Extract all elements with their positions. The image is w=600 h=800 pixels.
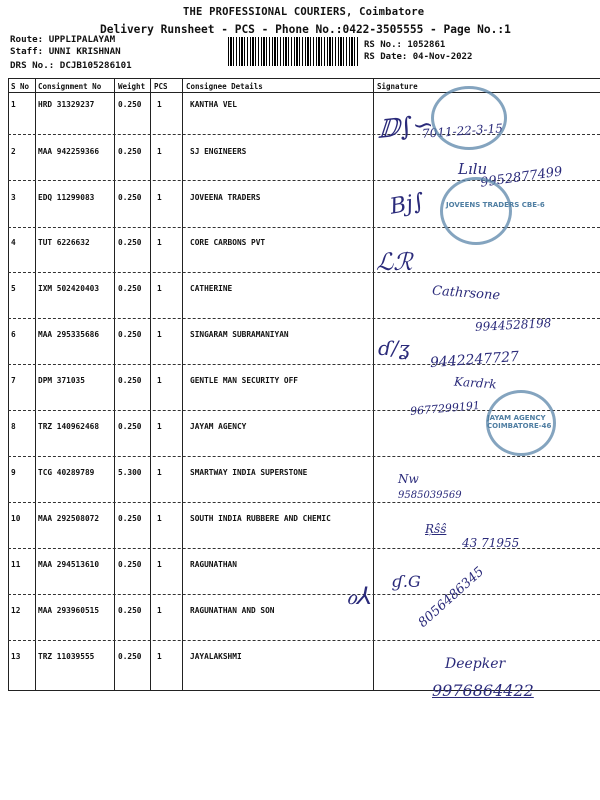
cell-weight: 0.250 bbox=[118, 100, 142, 109]
cell-consignee: KANTHA VEL bbox=[190, 100, 237, 109]
cell-pcs: 1 bbox=[157, 376, 162, 385]
col-divider bbox=[182, 78, 183, 690]
company-title: THE PROFESSIONAL COURIERS, Coimbatore bbox=[183, 6, 425, 18]
cell-pcs: 1 bbox=[157, 560, 162, 569]
col-divider bbox=[373, 78, 374, 690]
cell-sno: 12 bbox=[11, 606, 21, 615]
cell-pcs: 1 bbox=[157, 193, 162, 202]
cell-consignment: DPM 371035 bbox=[38, 376, 85, 385]
runsheet-header bbox=[0, 0, 600, 82]
cell-weight: 5.300 bbox=[118, 468, 142, 477]
cell-weight: 0.250 bbox=[118, 606, 142, 615]
cell-weight: 0.250 bbox=[118, 376, 142, 385]
cell-consignee: JAYALAKSHMI bbox=[190, 652, 242, 661]
col-divider bbox=[35, 78, 36, 690]
cell-consignee: SMARTWAY INDIA SUPERSTONE bbox=[190, 468, 308, 477]
signature-scribble: ɗ/ʓ bbox=[378, 336, 410, 360]
column-header-pcs: PCS bbox=[154, 82, 168, 91]
barcode bbox=[228, 37, 359, 66]
col-divider bbox=[8, 78, 9, 690]
table-top-border bbox=[8, 78, 600, 79]
cell-consignment: IXM 502420403 bbox=[38, 284, 100, 293]
handwritten-note: Deepker bbox=[445, 656, 506, 672]
cell-consignment: MAA 294513610 bbox=[38, 560, 100, 569]
handwritten-note: Cathrsone bbox=[431, 283, 501, 304]
handwritten-note: 9442247727 bbox=[429, 348, 520, 372]
cell-consignee: GENTLE MAN SECURITY OFF bbox=[190, 376, 298, 385]
cell-sno: 3 bbox=[11, 193, 16, 202]
handwritten-note: 43 71955 bbox=[462, 536, 520, 550]
cell-weight: 0.250 bbox=[118, 238, 142, 247]
drs-number: DRS No.: DCJB105286101 bbox=[10, 60, 132, 71]
cell-pcs: 1 bbox=[157, 606, 162, 615]
runsheet-subtitle: Delivery Runsheet - PCS - Phone No.:0422-3505555 - Page No.:1 bbox=[100, 23, 511, 36]
column-header-consignment: Consignment No bbox=[38, 82, 102, 91]
cell-pcs: 1 bbox=[157, 652, 162, 661]
signature-scribble: Ŗŝŝ bbox=[425, 522, 447, 536]
cell-consignee: RAGUNATHAN bbox=[190, 560, 237, 569]
cell-sno: 5 bbox=[11, 284, 16, 293]
cell-weight: 0.250 bbox=[118, 652, 142, 661]
cell-consignment: MAA 293960515 bbox=[38, 606, 100, 615]
column-header-sno: S No bbox=[11, 82, 30, 91]
cell-weight: 0.250 bbox=[118, 560, 142, 569]
handwritten-note: 9677299191 bbox=[409, 398, 481, 419]
cell-sno: 13 bbox=[11, 652, 21, 661]
cell-consignment: MAA 292508072 bbox=[38, 514, 100, 523]
cell-sno: 2 bbox=[11, 147, 16, 156]
cell-sno: 7 bbox=[11, 376, 16, 385]
col-divider bbox=[150, 78, 151, 690]
row-divider bbox=[8, 502, 600, 503]
handwritten-note: Kardrk bbox=[453, 374, 497, 392]
cell-consignee: SOUTH INDIA RUBBERE AND CHEMIC bbox=[190, 514, 331, 523]
stamp-joveena bbox=[440, 177, 512, 245]
row-divider bbox=[8, 594, 600, 595]
handwritten-note: 9952877499 bbox=[479, 164, 564, 191]
cell-consignee: JOVEENA TRADERS bbox=[190, 193, 261, 202]
cell-weight: 0.250 bbox=[118, 284, 142, 293]
cell-weight: 0.250 bbox=[118, 193, 142, 202]
stamp-text-jayam: JAYAM AGENCY COIMBATORE-46 bbox=[487, 414, 552, 430]
handwritten-note: 9944528198 bbox=[474, 316, 552, 334]
cell-consignment: MAA 942259366 bbox=[38, 147, 100, 156]
header-bottom-border bbox=[8, 92, 600, 93]
column-header-signature: Signature bbox=[377, 82, 418, 91]
row-divider bbox=[8, 640, 600, 641]
cell-sno: 1 bbox=[11, 100, 16, 109]
cell-pcs: 1 bbox=[157, 147, 162, 156]
cell-sno: 8 bbox=[11, 422, 16, 431]
signature-scribble: ℴ⅄ bbox=[346, 582, 372, 610]
cell-consignment: TRZ 11039555 bbox=[38, 652, 95, 661]
cell-sno: 11 bbox=[11, 560, 21, 569]
cell-pcs: 1 bbox=[157, 468, 162, 477]
cell-pcs: 1 bbox=[157, 422, 162, 431]
handwritten-note: 7011-22-3-15 bbox=[421, 121, 504, 141]
signature-scribble: Lılu bbox=[458, 160, 488, 178]
column-header-consignee: Consignee Details bbox=[186, 82, 263, 91]
cell-sno: 4 bbox=[11, 238, 16, 247]
cell-consignee: CATHERINE bbox=[190, 284, 233, 293]
cell-consignee: RAGUNATHAN AND SON bbox=[190, 606, 275, 615]
handwritten-note: 9976864422 bbox=[432, 681, 534, 700]
cell-sno: 10 bbox=[11, 514, 21, 523]
signature-scribble: ℒℛ bbox=[376, 248, 413, 276]
signature-scribble: Bj∫ bbox=[388, 189, 427, 220]
cell-sno: 9 bbox=[11, 468, 16, 477]
cell-weight: 0.250 bbox=[118, 514, 142, 523]
cell-weight: 0.250 bbox=[118, 147, 142, 156]
rs-date: RS Date: 04-Nov-2022 bbox=[364, 52, 473, 62]
stamp-text-joveena: JOVEENS TRADERS CBE-6 bbox=[446, 201, 545, 209]
cell-consignment: HRD 31329237 bbox=[38, 100, 95, 109]
cell-consignee: JAYAM AGENCY bbox=[190, 422, 247, 431]
cell-consignment: EDQ 11299083 bbox=[38, 193, 95, 202]
handwritten-note: 8056486345 bbox=[415, 564, 488, 631]
cell-pcs: 1 bbox=[157, 330, 162, 339]
column-header-weight: Weight bbox=[118, 82, 146, 91]
cell-consignment: TCG 40289789 bbox=[38, 468, 95, 477]
rs-number: RS No.: 1052861 bbox=[364, 40, 446, 50]
row-divider bbox=[8, 227, 600, 228]
cell-consignee: SJ ENGINEERS bbox=[190, 147, 247, 156]
staff-label: Staff: UNNI KRISHNAN bbox=[10, 46, 121, 57]
cell-sno: 6 bbox=[11, 330, 16, 339]
signature-scribble: ɠ.G bbox=[392, 572, 421, 591]
cell-consignment: TUT 6226632 bbox=[38, 238, 90, 247]
cell-pcs: 1 bbox=[157, 238, 162, 247]
cell-consignment: MAA 295335686 bbox=[38, 330, 100, 339]
cell-weight: 0.250 bbox=[118, 330, 142, 339]
row-divider bbox=[8, 134, 600, 135]
signature-scribble: ⅅ∫∽ bbox=[376, 109, 436, 144]
route-label: Route: UPPLIPALAYAM bbox=[10, 34, 116, 45]
cell-weight: 0.250 bbox=[118, 422, 142, 431]
row-divider bbox=[8, 456, 600, 457]
handwritten-note: 9585039569 bbox=[398, 490, 462, 501]
cell-pcs: 1 bbox=[157, 514, 162, 523]
stamp-faded bbox=[431, 86, 507, 150]
signature-scribble: Nw bbox=[398, 472, 419, 486]
cell-consignee: CORE CARBONS PVT bbox=[190, 238, 266, 247]
cell-pcs: 1 bbox=[157, 284, 162, 293]
cell-pcs: 1 bbox=[157, 100, 162, 109]
cell-consignee: SINGARAM SUBRAMANIYAN bbox=[190, 330, 289, 339]
col-divider bbox=[114, 78, 115, 690]
cell-consignment: TRZ 140962468 bbox=[38, 422, 100, 431]
row-divider bbox=[8, 272, 600, 273]
